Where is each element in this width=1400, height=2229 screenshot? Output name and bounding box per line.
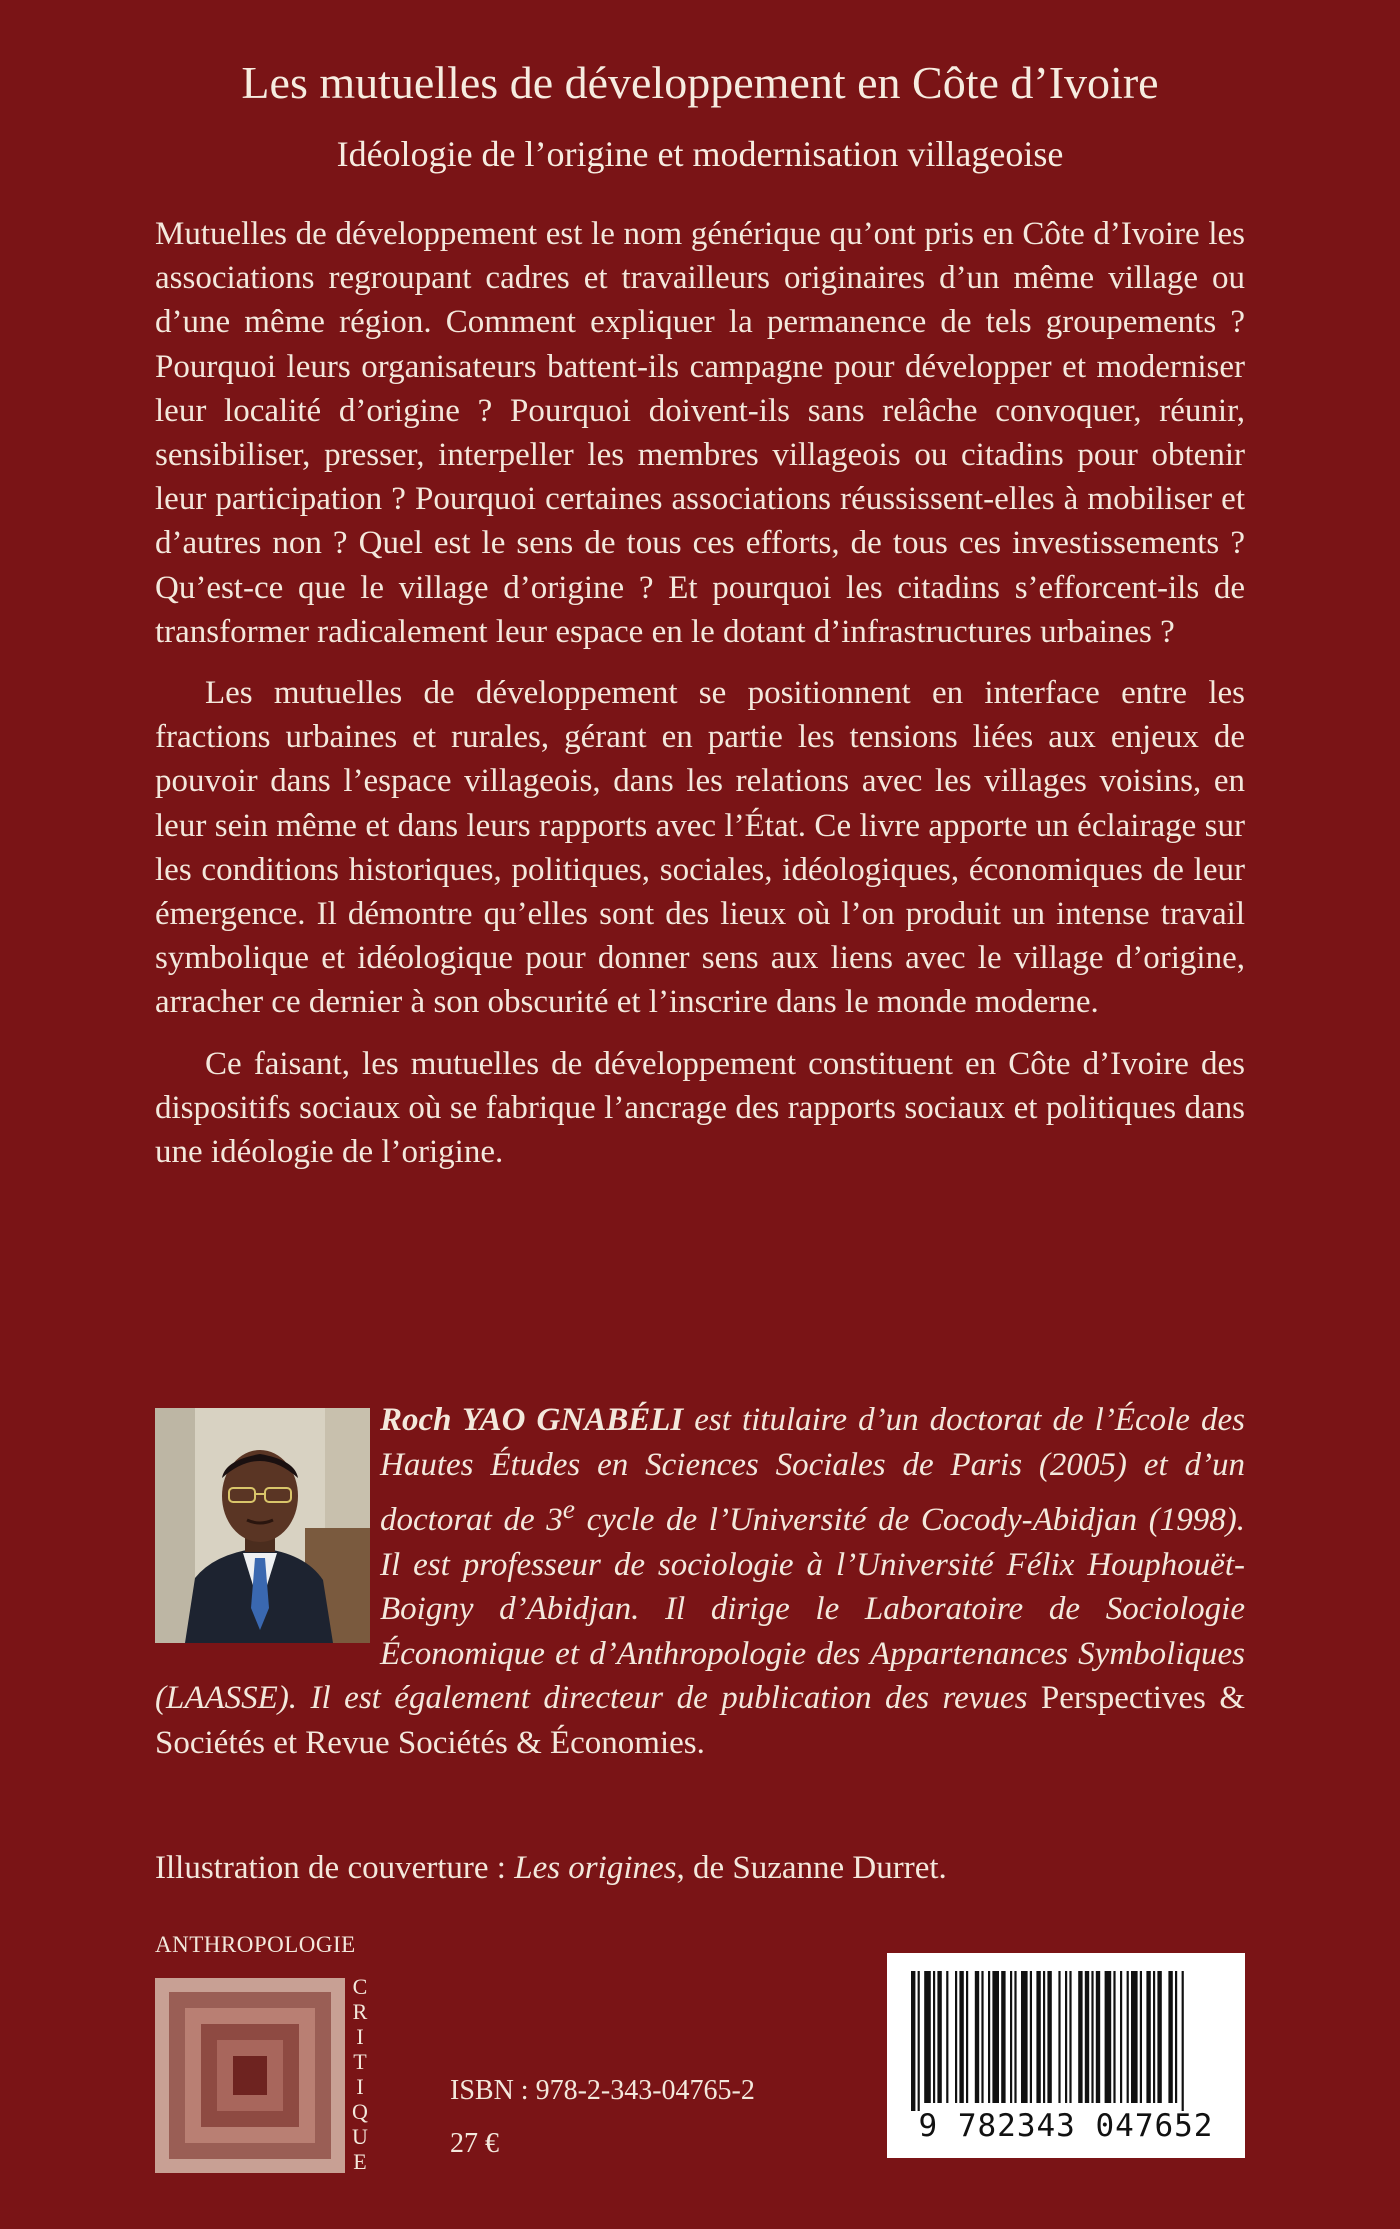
- barcode-bar: [959, 1971, 963, 2103]
- barcode-bar: [1069, 1971, 1071, 2103]
- photo-spacer: [155, 1398, 372, 1660]
- book-title: Les mutuelles de développement en Côte d’Ivoire: [241, 57, 1159, 108]
- barcode-bar: [1168, 1971, 1172, 2103]
- barcode-bar: [975, 1971, 979, 2103]
- illustration-suffix: , de Suzanne Durret.: [676, 1850, 947, 1886]
- barcode-bar: [1021, 1971, 1028, 2103]
- barcode-number: 9 782343 047652: [918, 2108, 1214, 2144]
- barcode-bar: [1096, 1971, 1100, 2103]
- blurb-paragraph-2: Les mutuelles de développement se positionnent en interface entre les fractions urbaines et rurales, gérant en partie les tensions liées aux enjeux de pouvoir dans l’espace villageois, dans les relations avec les villages voisins, en leur sein même et dans leurs rapports avec l’État. Ce livre apporte un éclairage sur les conditions historiques, politiques, sociales, idéologiques, économiques de leur émergence. Il démontre qu’elles sont des lieux où l’on produit un intense travail symbolique et idéologique pour donner sens aux liens avec le village d’origine, arracher ce dernier à son obscurité et l’inscrire dans le monde moderne.: [155, 675, 1245, 1021]
- barcode-bar: [1182, 1971, 1184, 2111]
- collection-letter: T: [353, 2049, 367, 2074]
- barcode-bar: [1131, 1971, 1138, 2103]
- barcode-bar: [1001, 1971, 1005, 2103]
- barcode-bar: [1043, 1971, 1045, 2103]
- barcode-bar: [955, 1971, 957, 2103]
- collection-letter: R: [352, 1999, 368, 2024]
- barcode-bar: [1085, 1971, 1089, 2103]
- blurb-paragraph-1: Mutuelles de développement est le nom générique qu’ont pris en Côte d’Ivoire les associations regroupant cadres et travailleurs originaires d’un même village ou d’une même région. Comment expliquer la permanence de tels groupements ? Pourquoi leurs organisateurs battent-ils campagne pour développer et moderniser leur localité d’origine ? Pourquoi doivent-ils sans relâche convoquer, réunir, sensibiliser, presser, interpeller les membres villageois ou citadins pour obtenir leur participation ? Pourquoi certaines associations réussissent-elles à mobiliser et d’autres non ? Quel est le sens de tous ces efforts, de tous ces investissements ? Qu’est-ce que le village d’origine ? Et pourquoi les citadins s’efforcent-ils de transformer radicalement leur espace en le dotant d’infrastructures urbaines ?: [155, 216, 1245, 650]
- barcode-bar: [1010, 1971, 1012, 2103]
- collection-letter: C: [352, 1974, 368, 1999]
- barcode-bar: [992, 1971, 999, 2103]
- barcode-bar: [1120, 1971, 1122, 2103]
- cover-illustration-credit: [155, 1846, 1245, 1890]
- barcode-bar: [1058, 1971, 1060, 2103]
- blurb: [155, 212, 1245, 1191]
- barcode-bar: [1014, 1971, 1016, 2103]
- barcode-bar: [1105, 1971, 1112, 2103]
- barcode-bar: [966, 1971, 968, 2103]
- collection-vertical-text: [345, 1974, 375, 2174]
- collection-logo: [155, 1978, 345, 2173]
- illustration-work: Les origines: [514, 1850, 677, 1886]
- author-bio-text-2: cycle de l’Université de Cocody-Abidjan (1998). Il est professeur de sociologie à l’Université Félix Houphouët-Boigny d’Abidjan. Il dirige le Laboratoire de Sociologie Économique et d’Anthropologie des Appartenances Symboliques (LAASSE). Il est également directeur de publication des revues: [155, 1502, 1246, 1716]
- barcode-bar: [911, 1971, 915, 2111]
- barcode-bar: [1065, 1971, 1067, 2103]
- collection-letter: U: [352, 2124, 368, 2149]
- book-subtitle: Idéologie de l’origine et modernisation villageoise: [336, 134, 1064, 174]
- barcode-bar: [981, 1971, 983, 2103]
- author-name: Roch YAO GNABÉLI: [380, 1402, 684, 1438]
- barcode-bar: [1140, 1971, 1142, 2103]
- collection-letter: I: [356, 2074, 364, 2099]
- barcode-bar: [988, 1971, 990, 2103]
- collection-letter: E: [353, 2149, 367, 2174]
- barcode-bar: [946, 1971, 948, 2103]
- barcode-bar: [937, 1971, 941, 2103]
- author-bio: [155, 1398, 1245, 1765]
- barcode-bar: [1157, 1971, 1161, 2103]
- barcode-bar: [1030, 1971, 1032, 2103]
- barcode-bar: [1127, 1971, 1129, 2103]
- barcode-bar: [924, 1971, 931, 2103]
- barcode-bar: [1146, 1971, 1150, 2103]
- barcode-bar: [1047, 1971, 1051, 2103]
- barcode: [887, 1953, 1245, 2158]
- collection-label: ANTHROPOLOGIE: [155, 1932, 356, 1957]
- author-bio-sup: e: [562, 1493, 575, 1524]
- collection-letter: Q: [352, 2099, 368, 2124]
- barcode-bar: [1036, 1971, 1040, 2103]
- author-journals: Perspectives & Sociétés et Revue Sociétés & Économies.: [155, 1680, 1246, 1761]
- barcode-bar: [1113, 1971, 1115, 2103]
- illustration-prefix: Illustration de couverture :: [155, 1850, 515, 1886]
- barcode-bar: [1153, 1971, 1155, 2103]
- barcode-bar: [1078, 1971, 1082, 2103]
- collection-letter: I: [356, 2024, 364, 2049]
- barcode-bar: [918, 1971, 920, 2111]
- price: 27 €: [450, 2128, 499, 2159]
- author-bio-text-1: est titulaire d’un doctorat de l’École des Hautes Études en Sciences Sociales de Paris (2005) et d’un doctorat de 3: [380, 1402, 1245, 1538]
- barcode-bar: [933, 1971, 935, 2103]
- barcode-bars: [887, 1953, 1245, 2113]
- blurb-paragraph-3: Ce faisant, les mutuelles de développement constituent en Côte d’Ivoire des dispositifs sociaux où se fabrique l’ancrage des rapports sociaux et politiques dans une idéologie de l’origine.: [155, 1045, 1245, 1171]
- barcode-bar: [1175, 1971, 1177, 2103]
- isbn: ISBN : 978-2-343-04765-2: [450, 2075, 755, 2106]
- barcode-bar: [1091, 1971, 1093, 2103]
